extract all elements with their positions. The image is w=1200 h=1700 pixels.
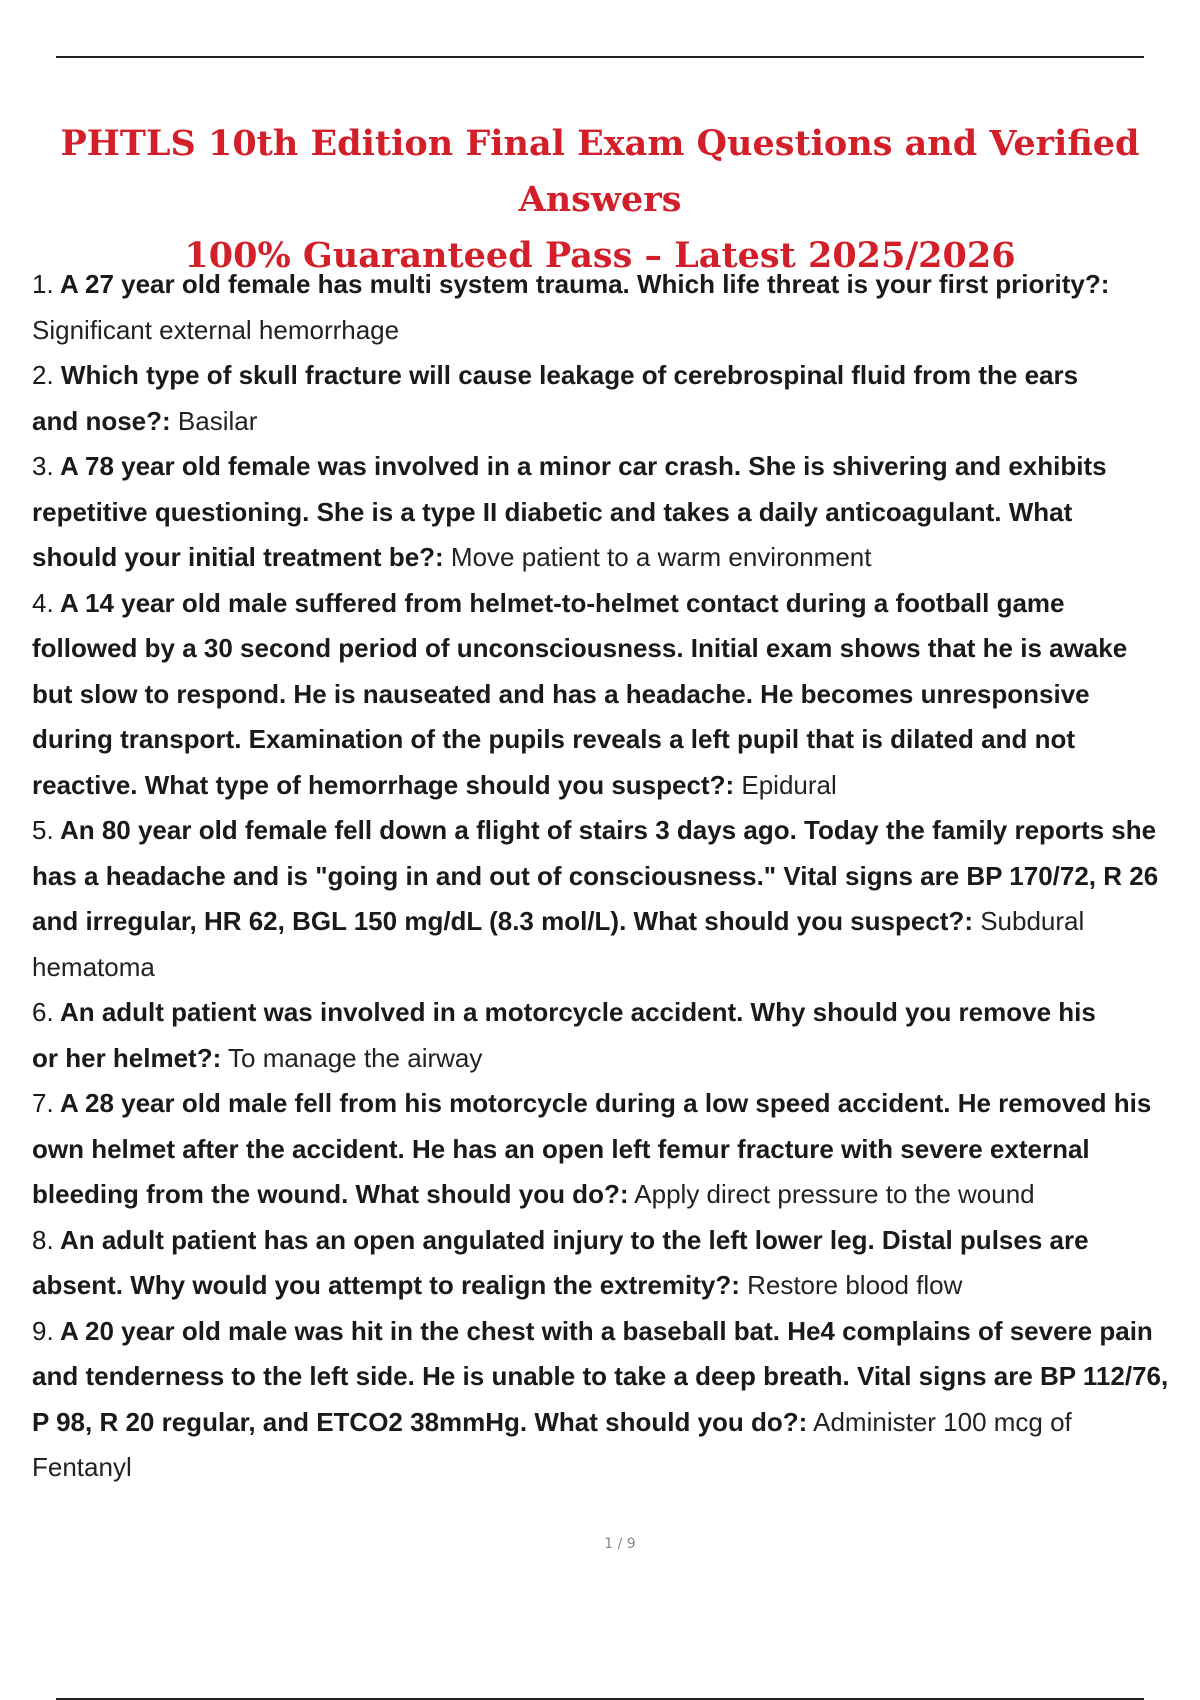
qa-item (32, 262, 1200, 353)
qa-line (32, 581, 1200, 627)
qa-line (32, 1445, 1200, 1491)
qa-item (32, 1081, 1200, 1218)
question-text: during transport. Examination of the pupils reveals a left pupil that is dilated and not (32, 724, 1075, 754)
page-number: 1 / 9 (604, 1536, 636, 1552)
qa-line (32, 353, 1200, 399)
qa-line (32, 672, 1200, 718)
qa-line (32, 1263, 1200, 1309)
question-text: A 27 year old female has multi system trauma. Which life threat is your first priority?: (53, 269, 1110, 299)
qa-line (32, 1127, 1200, 1173)
qa-line (32, 308, 1200, 354)
question-number: 2. (32, 360, 54, 390)
question-text: Which type of skull fracture will cause leakage of cerebrospinal fluid from the ears (53, 360, 1079, 390)
answer-text: Apply direct pressure to the wound (628, 1179, 1035, 1209)
qa-line (32, 854, 1200, 900)
qa-line (32, 763, 1200, 809)
title-line-2: 100% Guaranteed Pass – Latest 2025/2026 (184, 235, 1016, 276)
question-text: A 14 year old male suffered from helmet-to-helmet contact during a football game (53, 587, 1065, 618)
question-number: 4. (32, 587, 54, 618)
qa-line (32, 444, 1200, 490)
qa-item (32, 353, 1200, 444)
question-text: absent. Why would you attempt to realign the extremity?: (32, 1270, 740, 1300)
question-number: 6. (32, 997, 54, 1027)
qa-line (32, 945, 1200, 991)
answer-text: Significant external hemorrhage (32, 314, 400, 345)
qa-line (32, 262, 1200, 308)
answer-text: Epidural (734, 769, 837, 800)
qa-item (32, 1309, 1200, 1491)
question-answer-list (32, 262, 1200, 1491)
question-text: A 28 year old male fell from his motorcycle during a low speed accident. He removed his (53, 1088, 1152, 1118)
answer-text: Restore blood flow (739, 1270, 963, 1300)
qa-line (32, 1036, 1200, 1082)
question-text: A 20 year old male was hit in the chest with a baseball bat. He4 complains of severe pain (53, 1315, 1153, 1346)
question-text: should your initial treatment be?: (32, 542, 444, 572)
answer-text: hematoma (32, 951, 155, 982)
question-text: followed by a 30 second period of unconsciousness. Initial exam shows that he is awake (32, 633, 1128, 663)
question-text: and irregular, HR 62, BGL 150 mg/dL (8.3 mol/L). What should you suspect?: (32, 906, 973, 936)
question-text: or her helmet?: (32, 1042, 222, 1073)
top-rule (56, 56, 1144, 58)
question-number: 8. (32, 1224, 54, 1255)
qa-item (32, 444, 1200, 581)
question-text: and tenderness to the left side. He is unable to take a deep breath. Vital signs are BP 112/76, (32, 1361, 1169, 1391)
qa-line (32, 990, 1200, 1036)
qa-line (32, 899, 1200, 945)
question-number: 5. (32, 815, 54, 845)
qa-line (32, 1218, 1200, 1264)
answer-text: Move patient to a warm environment (443, 542, 872, 572)
question-number: 7. (32, 1088, 54, 1118)
question-text: A 78 year old female was involved in a minor car crash. She is shivering and exhibits (53, 451, 1107, 481)
qa-line (32, 535, 1200, 581)
question-text: but slow to respond. He is nauseated and has a headache. He becomes unresponsive (32, 678, 1090, 709)
question-text: bleeding from the wound. What should you do?: (32, 1179, 629, 1209)
qa-line (32, 1354, 1200, 1400)
answer-text: Administer 100 mcg of (807, 1406, 1072, 1437)
qa-line (32, 1172, 1200, 1218)
qa-item (32, 990, 1200, 1081)
title-line-1: PHTLS 10th Edition Final Exam Questions and Verified Answers (60, 123, 1140, 220)
answer-text: Basilar (170, 405, 258, 436)
qa-line (32, 808, 1200, 854)
document-title (40, 116, 1160, 284)
question-text: own helmet after the accident. He has an open left femur fracture with severe external (32, 1133, 1090, 1164)
qa-line (32, 626, 1200, 672)
qa-item (32, 808, 1200, 990)
qa-line (32, 1309, 1200, 1355)
question-number: 3. (32, 451, 54, 481)
qa-item (32, 1218, 1200, 1309)
answer-text: Subdural (972, 906, 1085, 936)
question-text: has a headache and is "going in and out of consciousness." Vital signs are BP 170/72, R 26 (32, 860, 1159, 891)
question-text: An adult patient was involved in a motorcycle accident. Why should you remove his (53, 997, 1096, 1027)
question-text: and nose?: (32, 405, 171, 436)
question-text: An 80 year old female fell down a flight of stairs 3 days ago. Today the family reports she (53, 815, 1157, 845)
qa-line (32, 399, 1200, 445)
question-number: 9. (32, 1315, 54, 1346)
qa-line (32, 717, 1200, 763)
qa-item (32, 581, 1200, 809)
question-text: P 98, R 20 regular, and ETCO2 38mmHg. What should you do?: (32, 1406, 808, 1437)
question-text: reactive. What type of hemorrhage should you suspect?: (32, 769, 735, 800)
qa-line (32, 1081, 1200, 1127)
qa-line (32, 490, 1200, 536)
answer-text: To manage the airway (221, 1042, 483, 1073)
qa-line (32, 1400, 1200, 1446)
question-text: repetitive questioning. She is a type II diabetic and takes a daily anticoagulant. What (32, 496, 1073, 527)
question-text: An adult patient has an open angulated injury to the left lower leg. Distal pulses are (53, 1224, 1089, 1255)
question-number: 1. (32, 269, 54, 299)
answer-text: Fentanyl (32, 1452, 132, 1482)
